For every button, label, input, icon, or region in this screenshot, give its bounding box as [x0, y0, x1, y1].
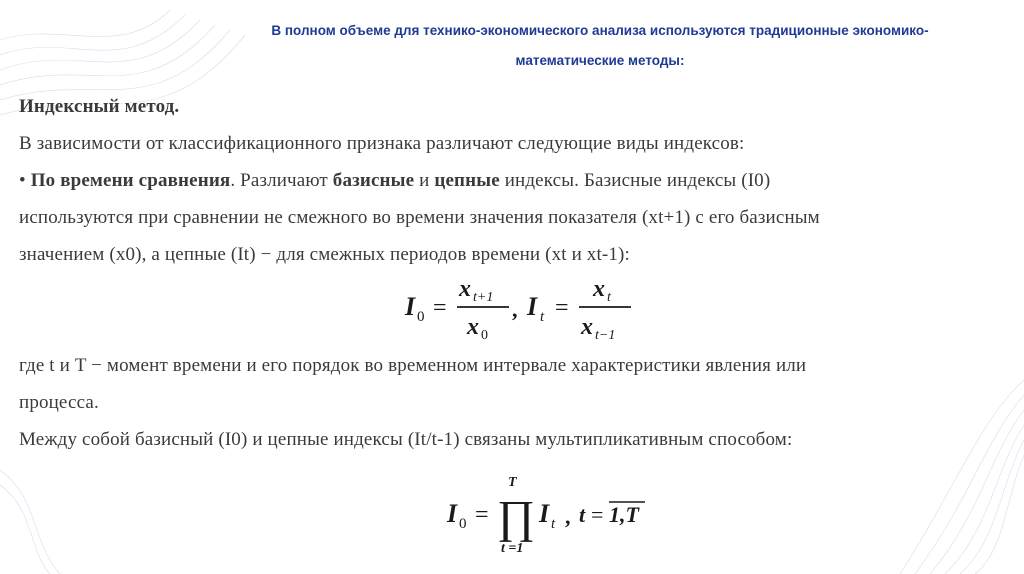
f2-eq2: =	[591, 502, 604, 527]
bullet-text-1: . Различают	[230, 170, 333, 191]
f1-den2-sub: t−1	[595, 328, 616, 342]
f1-eq2: =	[555, 295, 569, 321]
where-line-2: процесса.	[19, 392, 99, 413]
f1-eq1: =	[433, 295, 447, 321]
bullet-marker: •	[19, 170, 26, 191]
where-line-1: где t и T − момент времени и его порядок во временном интервале характеристики явления или	[19, 355, 807, 376]
bullet-text-2: и	[414, 170, 435, 191]
f2-lower: t =1	[501, 541, 524, 556]
f1-lhs1-sub: 0	[417, 309, 425, 325]
header-line-2: математические методы:	[515, 53, 685, 68]
f1-den1-sub: 0	[481, 328, 488, 342]
bullet-line-3: значением (x0), а цепные (It) − для смежных периодов времени (xt и xt-1):	[19, 244, 630, 265]
f2-prod: ∏	[497, 491, 535, 542]
f2-term-main: I	[539, 499, 550, 528]
slide-header	[180, 16, 1020, 76]
bullet-bold-chain: цепные	[434, 170, 500, 191]
f2-term-sub: t	[551, 516, 556, 532]
header-line-1: В полном объеме для технико-экономического анализа используются традиционные экономико-	[271, 23, 929, 38]
f1-num1-main: x	[459, 276, 471, 302]
f1-lhs2-sub: t	[540, 309, 545, 325]
f1-den2-main: x	[581, 314, 593, 340]
bullet-bold-time: По времени сравнения	[30, 170, 231, 191]
relation-text: Между собой базисный (I0) и цепные индексы (It/t-1) связаны мультипликативным способом:	[19, 429, 793, 450]
f2-comma: ,	[565, 504, 571, 529]
f2-t-var: t	[579, 502, 586, 527]
bullet-line-2: используются при сравнении не смежного во времени значения показателя (xt+1) с его базисным	[19, 207, 820, 228]
intro-text: В зависимости от классификационного признака различают следующие виды индексов:	[19, 133, 745, 154]
formula-basic-chain-index	[403, 272, 643, 342]
f2-range: 1,T	[609, 502, 639, 527]
f2-lhs-sub: 0	[459, 516, 467, 532]
f1-num1-sub: t+1	[473, 290, 494, 305]
f1-lhs1-main: I	[405, 292, 416, 321]
section-heading: Индексный метод.	[19, 96, 180, 117]
f1-den1-main: x	[467, 314, 479, 340]
f1-num2-sub: t	[607, 290, 611, 305]
f1-num2-main: x	[593, 276, 605, 302]
f1-comma: ,	[512, 297, 518, 322]
f2-upper: T	[508, 475, 517, 490]
bullet-paragraph	[19, 162, 1004, 199]
f2-lhs-main: I	[447, 499, 458, 528]
formula-product-relation	[445, 472, 650, 556]
f2-eq: =	[475, 502, 489, 528]
bullet-text-3: индексы. Базисные индексы (I0)	[499, 170, 771, 191]
f1-lhs2-main: I	[527, 292, 538, 321]
bullet-bold-basic: базисные	[332, 170, 415, 191]
